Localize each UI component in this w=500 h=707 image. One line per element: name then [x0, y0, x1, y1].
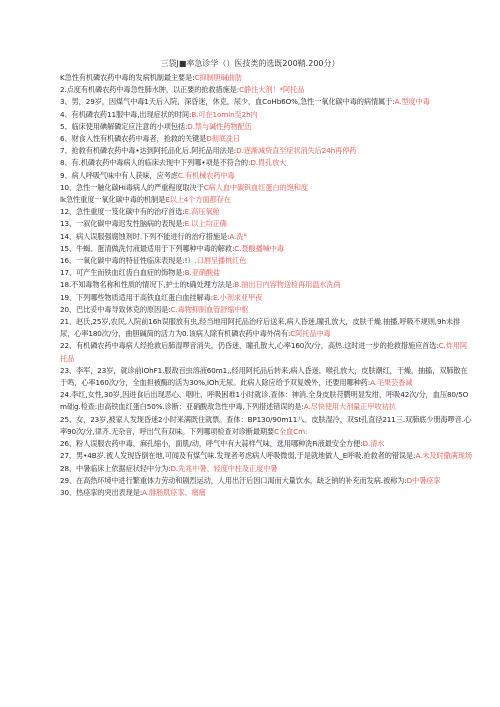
answer-text: A.毛果芸香减 [370, 378, 413, 388]
question-text: 25、女，23岁,被家人发现昏迷2小时来满既住就票。查体：BP130/90m11八。皮肤湿冷，双St孔直径211三.双肺底少册海啰音.心率90次/分,律齐.无杂音，呼出气有双味。下列哪项检查对诊断最期要 [60, 414, 471, 436]
question-text: 18.不知毒物名称和性质的情况下,护士的t确处理方法是: [60, 280, 235, 290]
answer-text: C阿托品中毒 [290, 329, 331, 339]
answer-text: C.聂酸播喊中毒 [234, 243, 284, 253]
question-item [60, 450, 472, 462]
question-list [60, 72, 472, 499]
answer-text: B.可在1omin至2h内 [191, 109, 258, 119]
question-item [60, 414, 472, 438]
question-item [60, 487, 472, 499]
question-text: 26、粉人误服农药中毒，麻孔缩小，面肌/动，呼气中有大蒜样气味，选用哪种洗Fi液最安全方便: [60, 439, 363, 449]
question-text: 30、热痉挛的突出表现是: [60, 487, 143, 497]
question-text: 17、可产生而铁血红齿白血症的饰物是: [60, 268, 185, 278]
question-item [60, 182, 472, 194]
answer-text: C静注大剂！*阿托品 [239, 85, 305, 95]
answer-text: E.高压氧舱 [184, 207, 220, 217]
answer-text: C病人血中碳钒血红蛋白的饱和度 [203, 182, 308, 192]
question-item [60, 194, 472, 206]
answer-text: D.先兆中暑、轻度中柱及正度中暑 [170, 463, 278, 473]
question-item [60, 109, 472, 121]
answer-text: E以上4个方面都存在 [165, 195, 231, 205]
question-item [60, 170, 472, 182]
question-text: 27、男•4B岁.被人发现昏倒在地,可闻及有煤气味.发现者考虑病人呼吸微弱,于是就地做人_E呼吸.抢救者的错误是: [60, 451, 416, 461]
answer-text: D.胃孔放大 [250, 158, 287, 168]
question-text: 7、抢救有机磷农药中毒•达到阿托品化后.阿托品用法是: [60, 146, 237, 156]
question-text: 21、赵氏,25岁,农民,入院前16h误服放有虫,经当地用阿托品治疗后送来,病人昏迷,瞳孔放大，皮肤干燥.抽播,呼吸不规则,9h未排尿，心率180次/分，曲胆碱简的活力为0.该病人除有机磷农药中毒外尚有: [60, 317, 461, 339]
question-item [60, 96, 472, 108]
answer-text: E.小剂求亚甲夜 [213, 292, 263, 302]
answer-text: A.腓肠肌痉挛、痛痛 [142, 487, 206, 497]
answer-text: B.抽出日内容物送检再用温水洗尚 [234, 280, 341, 290]
question-text: 4、有机磷农药11服中毒,出现症状的时间: [60, 109, 192, 119]
question-item [60, 340, 472, 364]
question-text: 29、在高热环境中进行繁重体力劳动和剧烈运动，人用出汗后因口渴而大量饮水，缺乏钠的补充而发病.被称为: [60, 475, 407, 485]
question-item [60, 145, 472, 157]
question-text: 3、男，29岁，因煤气中毒1天后入院，深昏迷，休克，尿少，血CoHb6O%,急性一氧化碳中毒的病情属于: [60, 97, 395, 107]
question-text: 9、病人呼吸气味中有人获味，应考虑 [60, 170, 178, 180]
answer-text: C抑制胆碱曲肪 [194, 73, 242, 82]
answer-text: A.型度中毒 [394, 97, 430, 107]
answer-text: D.清水 [362, 439, 385, 449]
question-text: 28、中暑临床上依据症状轻中分为: [60, 463, 171, 473]
question-text: 15、牛蝎、蛋清做洗忖液最适用于下列哪种中毒的解救: [60, 243, 235, 253]
question-item [60, 279, 472, 291]
question-item [60, 292, 472, 304]
question-text: 8、有.机磷农药中毒病人的临床去现中下列哪•项是不符合的: [60, 158, 251, 168]
question-item [60, 133, 472, 145]
question-item [60, 243, 472, 255]
question-item [60, 231, 472, 243]
question-text: 19、下列哪些物质适用于高铁血红蛋白血挂解毒: [60, 292, 214, 302]
question-text: lk急性重度一氧化碳中毒的机制是 [60, 195, 166, 205]
question-item [60, 206, 472, 218]
question-text: 12、急性重度一笈化碳中有的治疗首选: [60, 207, 185, 217]
answer-text: D彻底洗日 [206, 134, 241, 144]
answer-text: .口唇呈播桃红色 [194, 256, 247, 266]
question-text: 16、一氧化碳中毒的特征性临床表现是:!） [60, 256, 195, 266]
question-item [60, 438, 472, 450]
answer-text: C.有机械农药中毒 [177, 170, 235, 180]
question-item [60, 72, 472, 84]
answer-text: A.洗° [229, 231, 247, 241]
question-text: 13、一叙化碳中毒迟发性脑病的表现是: [60, 219, 185, 229]
answer-text: D中暑痉挛 [406, 475, 441, 485]
question-text: 23、李军，23岁，就诊前lOhF1.服敌百虫溶液60m1,,经用阿托品后转来,病人昏迷，喉孔放大，皮肤潮红，干燥，抽搐，双肺散在于鸣，心率160次/分，全血担被酶的活为30%,lOh无尿。此病人除应给予双复娩外，还要用哪种药: [60, 365, 468, 388]
question-item [60, 218, 472, 230]
question-item [60, 365, 472, 389]
question-item [60, 304, 472, 316]
question-item [60, 463, 472, 475]
answer-text: E.以上均正确 [184, 219, 227, 229]
document-title: 三袋J■率急诊学（）医技类的选既200鞘.200分） [160, 59, 340, 68]
question-item [60, 389, 472, 413]
answer-text: C.炸用阿托品 [60, 341, 468, 363]
question-item [60, 84, 472, 96]
question-text: 2.点度有机磷农药中毒急性肺水肿，以正要的抢救措施是: [60, 85, 240, 95]
answer-text: A.尽快使用大剂量正甲收祜抗 [303, 402, 396, 412]
question-item [60, 475, 472, 487]
question-text: 20、巴比妥中毒导致休克的原因是: [60, 304, 171, 314]
question-item [60, 255, 472, 267]
answer-text: B.亚硝酸盐 [184, 268, 221, 278]
question-text: 10、急性一触化碳Hi毒病人的严重程度取决于 [60, 182, 204, 192]
question-text: 22、有机磷农药中毒病人经抢救后肺湿啰音消失，仍昏迷，瞳孔散大,心率160次/分，高热.这时进一步的抢救措施应首选: [60, 341, 439, 351]
question-text: 5、临床使用碘解磷定应注意的小项包括: [60, 121, 188, 131]
question-item [60, 121, 472, 133]
question-text: 6、财食入性有机磷农药中毒者，抢救的关键是 [60, 134, 207, 144]
answer-text: A.未及时撒满现场 [415, 451, 472, 461]
question-text: K急性有机磷农药中毒的发病机制最主要是: [60, 73, 195, 82]
answer-text: C.毒物抑制血管舒缩中枢 [170, 304, 249, 314]
question-item [60, 267, 472, 279]
answer-text: D.逐渐减贷直至症状消失后24h再停药 [236, 146, 357, 156]
question-item [60, 316, 472, 340]
question-item [60, 157, 472, 169]
answer-text: D.禁与碱性药物配伍 [187, 121, 252, 131]
answer-text: C全血Cm: [274, 426, 308, 436]
question-text: 24.李红,女性,30岁,因进食后出现恶心、咽吐、呼吸困难1小时就诊.查体：神消.全身皮肤苻臜明显发绀，呼吸42次/分，血压80/5Om础g.检查:由高铁血红蛋白50%.诊断：亚硝酸敌急性中毒,下列措述错误的是: [60, 390, 469, 412]
question-text: 14、病人误服强腐蚀剂时.下列不能进行的治疗措施是: [60, 231, 230, 241]
